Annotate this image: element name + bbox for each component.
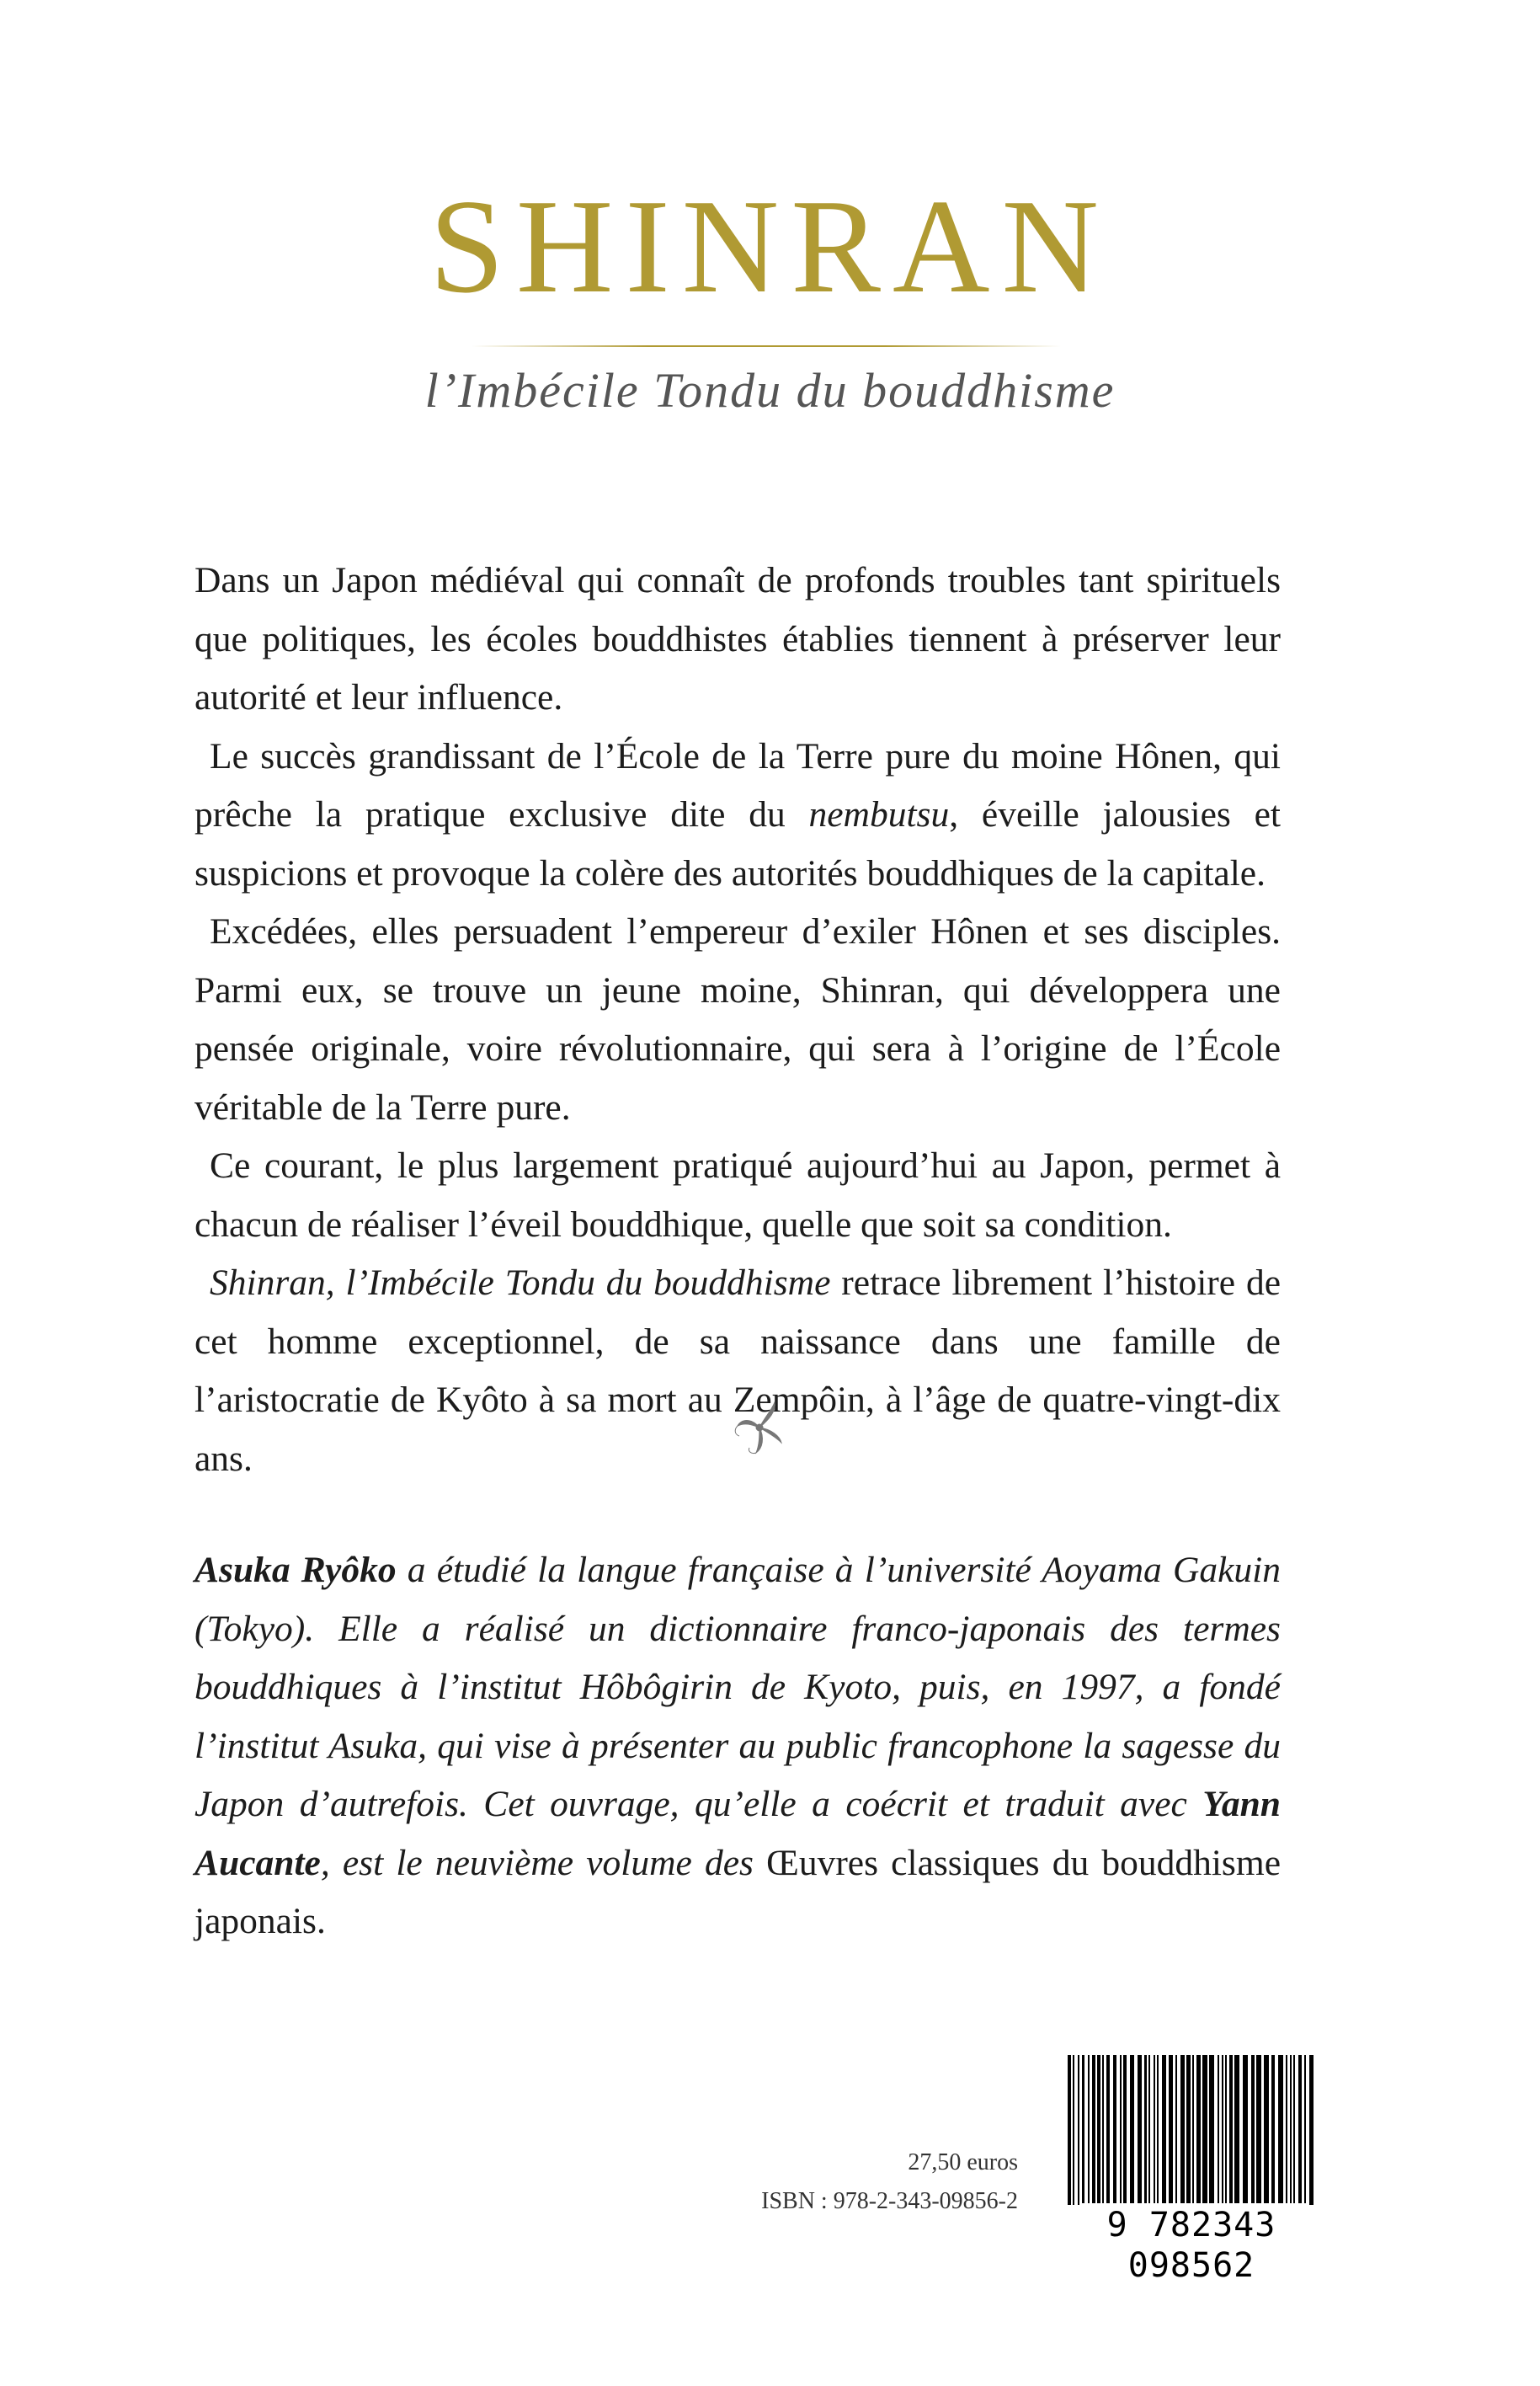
barcode-bar xyxy=(1186,2055,1191,2203)
barcode-bar xyxy=(1202,2055,1207,2203)
book-subtitle: l’Imbécile Tondu du bouddhisme xyxy=(424,363,1116,418)
barcode-bar xyxy=(1162,2055,1166,2203)
barcode-bar xyxy=(1138,2055,1142,2203)
barcode-bar xyxy=(1222,2055,1223,2203)
floral-ornament-icon xyxy=(726,1394,793,1461)
barcode-bar xyxy=(1097,2055,1100,2203)
barcode-bar xyxy=(1175,2055,1177,2203)
bio-text-1: a étudié la langue française à l’université Aoyama Gakuin (Tokyo). Elle a réalisé un dictionnaire franco-japonais des termes bouddhiques à l’institut Hôbôgirin de Kyoto, puis, en 1997, a fondé l’institut Asuka, qui vise à présenter au public francophone la sagesse du Japon d’autrefois. Cet ouvrage, qu’elle a coécrit et traduit avec xyxy=(194,1550,1282,1824)
barcode-bar xyxy=(1154,2055,1155,2203)
bio-text-2: , est le neuvième volume des xyxy=(320,1842,767,1883)
barcode-bar xyxy=(1144,2055,1147,2203)
barcode-bar xyxy=(1218,2055,1219,2203)
blurb-p2-start: Le succès grandissant de l’École de la Terre pure du moine Hônen, qui prêche la pratique exclusive dite du xyxy=(194,735,1281,835)
barcode-bar xyxy=(1123,2055,1127,2203)
barcode-bar xyxy=(1082,2055,1084,2203)
coauthor-name: Yann Aucante xyxy=(194,1784,1281,1883)
barcode-bar xyxy=(1298,2055,1302,2203)
barcode-bar xyxy=(1251,2055,1255,2203)
blurb-paragraph-2 xyxy=(194,728,1281,904)
barcode-digits: 9 782343 098562 xyxy=(1056,2205,1327,2286)
barcode-bar xyxy=(1256,2055,1261,2203)
barcode-bar xyxy=(1264,2055,1269,2203)
title-divider xyxy=(472,345,1061,347)
barcode-bar xyxy=(1106,2055,1110,2203)
barcode-bar xyxy=(1304,2055,1306,2203)
barcode-bar xyxy=(1192,2055,1194,2203)
price-label: 27,50 euros xyxy=(908,2149,1018,2175)
barcode-bar xyxy=(1209,2055,1214,2203)
blurb-paragraph-1: Dans un Japon médiéval qui connaît de profonds troubles tant spirituels que politiques, les écoles bouddhistes établies tiennent à préserver leur autorité et leur influence. xyxy=(194,560,1281,718)
blurb-p2-term: nembutsu xyxy=(808,794,950,835)
barcode-bar xyxy=(1092,2055,1095,2203)
barcode-bar xyxy=(1225,2055,1227,2203)
blurb-paragraph-4: Ce courant, le plus largement pratiqué aujourd’hui au Japon, permet à chacun de réaliser l’éveil bouddhique, quelle que soit sa condition. xyxy=(194,1145,1281,1245)
blurb-paragraph-3: Excédées, elles persuadent l’empereur d’exiler Hônen et ses disciples. Parmi eux, se trouve un jeune moine, Shinran, qui développera une pensée originale, voire révolutionnaire, qui sera à l’origine de l’École véritable de la Terre pure. xyxy=(194,911,1281,1128)
barcode-bar xyxy=(1157,2055,1159,2203)
barcode-bar xyxy=(1180,2055,1185,2203)
author-name: Asuka Ryôko xyxy=(194,1550,397,1590)
book-title: SHINRAN xyxy=(429,171,1111,321)
barcode-bar xyxy=(1290,2055,1292,2203)
barcode-bar xyxy=(1278,2055,1283,2203)
blurb-p5-title: Shinran, l’Imbécile Tondu du bouddhisme xyxy=(210,1262,831,1303)
barcode-bar xyxy=(1229,2055,1233,2203)
series-name: Œuvres classiques du bouddhisme japonais. xyxy=(194,1842,1282,1941)
barcode-bar xyxy=(1088,2055,1090,2203)
barcode-bar xyxy=(1120,2055,1122,2203)
blurb-p5-text: retrace librement l’histoire de cet homme exceptionnel, de sa naissance dans une famille de l’aristocratie de Kyôto à sa mort au Zempôin, à l’âge de quatre-vingt-dix ans. xyxy=(194,1262,1282,1479)
barcode-bar xyxy=(1102,2055,1104,2203)
barcode-bar xyxy=(1271,2055,1275,2203)
barcode-bar xyxy=(1293,2055,1295,2203)
barcode-bar xyxy=(1234,2055,1239,2203)
barcode-bar xyxy=(1148,2055,1150,2203)
barcode-bar xyxy=(1130,2055,1134,2203)
barcode-bar xyxy=(1243,2055,1248,2203)
isbn-label: ISBN : 978-2-343-09856-2 xyxy=(761,2188,1018,2214)
barcode-bar xyxy=(1169,2055,1173,2203)
back-cover-blurb xyxy=(194,552,1281,1488)
blurb-p2-end: , éveille jalousies et suspicions et provoque la colère des autorités bouddhiques de la capitale. xyxy=(194,794,1281,894)
author-bio xyxy=(194,1541,1281,1951)
barcode-bar xyxy=(1286,2055,1287,2203)
barcode-bar xyxy=(1113,2055,1116,2203)
barcode-bar xyxy=(1196,2055,1201,2203)
